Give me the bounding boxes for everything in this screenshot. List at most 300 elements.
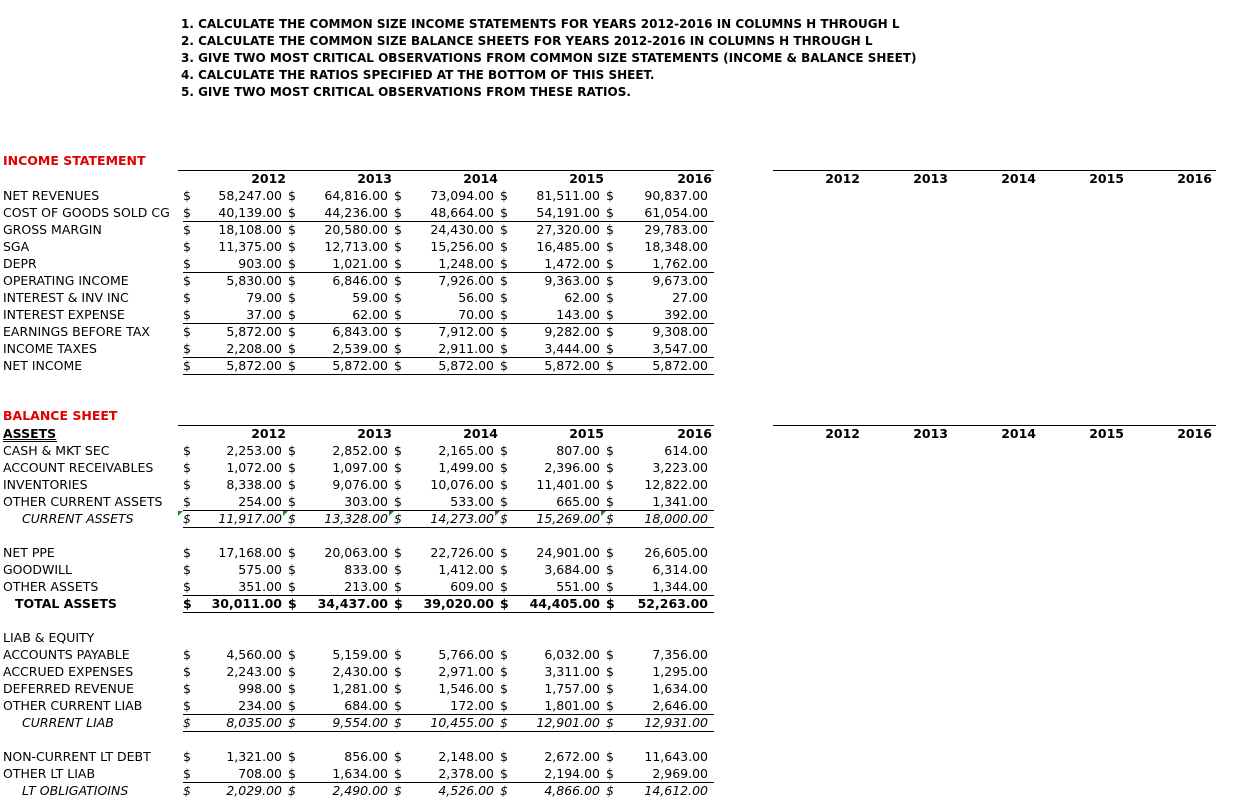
- bs-common-size-year-2013: 2013: [913, 426, 948, 441]
- currency-symbol: $: [606, 307, 614, 322]
- currency-symbol: $: [500, 545, 508, 560]
- value-cell[interactable]: [394, 442, 500, 459]
- cell-value: 9,363.00: [544, 273, 600, 288]
- instruction-3: 3. GIVE TWO MOST CRITICAL OBSERVATIONS FROM COMMON SIZE STATEMENTS (INCOME & BALANCE SHEET): [181, 51, 917, 65]
- cell-value: 14,273.00: [430, 511, 494, 526]
- cell-value: 10,455.00: [430, 715, 494, 730]
- value-cell[interactable]: [606, 357, 714, 374]
- row-label[interactable]: NET INCOME: [3, 358, 83, 373]
- currency-symbol: $: [606, 324, 614, 339]
- value-cell[interactable]: [500, 255, 606, 272]
- value-cell[interactable]: [606, 697, 714, 714]
- cell-value: 143.00: [556, 307, 600, 322]
- bs-year-2015: 2015: [569, 426, 604, 441]
- currency-symbol: $: [183, 494, 191, 509]
- value-cell[interactable]: [500, 544, 606, 561]
- row-label[interactable]: CASH & MKT SEC: [3, 443, 110, 458]
- currency-symbol: $: [183, 562, 191, 577]
- value-cell[interactable]: [606, 255, 714, 272]
- value-cell[interactable]: [183, 765, 288, 782]
- value-cell[interactable]: [288, 595, 394, 612]
- currency-symbol: $: [606, 273, 614, 288]
- row-label[interactable]: INCOME TAXES: [3, 341, 97, 356]
- value-cell[interactable]: [183, 697, 288, 714]
- value-cell[interactable]: [606, 459, 714, 476]
- value-cell[interactable]: [500, 221, 606, 238]
- value-cell[interactable]: [394, 340, 500, 357]
- currency-symbol: $: [606, 358, 614, 373]
- value-cell[interactable]: [606, 765, 714, 782]
- cell-value: 22,726.00: [430, 545, 494, 560]
- value-cell[interactable]: [500, 714, 606, 731]
- value-cell[interactable]: [183, 714, 288, 731]
- assets-header: ASSETS: [3, 426, 57, 441]
- cell-value: 2,852.00: [332, 443, 388, 458]
- currency-symbol: $: [288, 307, 296, 322]
- cell-value: 64,816.00: [324, 188, 388, 203]
- currency-symbol: $: [606, 596, 615, 611]
- currency-symbol: $: [500, 222, 508, 237]
- is-year-2012: 2012: [251, 171, 286, 186]
- currency-symbol: $: [288, 222, 296, 237]
- cell-value: 3,311.00: [544, 664, 600, 679]
- cell-value: 9,554.00: [332, 715, 388, 730]
- value-cell[interactable]: [606, 578, 714, 595]
- value-cell[interactable]: [394, 595, 500, 612]
- value-cell[interactable]: [394, 714, 500, 731]
- value-cell[interactable]: [183, 357, 288, 374]
- value-cell[interactable]: [288, 697, 394, 714]
- cell-value: 1,072.00: [226, 460, 282, 475]
- cell-value: 533.00: [450, 494, 494, 509]
- value-cell[interactable]: [183, 255, 288, 272]
- currency-symbol: $: [394, 664, 402, 679]
- currency-symbol: $: [394, 596, 403, 611]
- value-cell[interactable]: [500, 289, 606, 306]
- currency-symbol: $: [606, 460, 614, 475]
- value-cell[interactable]: [394, 476, 500, 493]
- currency-symbol: $: [606, 511, 614, 526]
- row-label[interactable]: OTHER LT LIAB: [3, 766, 96, 781]
- value-cell[interactable]: [288, 204, 394, 221]
- cell-value: 12,931.00: [644, 715, 708, 730]
- value-cell[interactable]: [183, 323, 288, 340]
- cell-value: 39,020.00: [423, 596, 494, 611]
- cell-value: 56.00: [458, 290, 494, 305]
- value-cell[interactable]: [183, 459, 288, 476]
- value-cell[interactable]: [500, 663, 606, 680]
- value-cell[interactable]: [394, 187, 500, 204]
- currency-symbol: $: [500, 443, 508, 458]
- cell-value: 1,295.00: [652, 664, 708, 679]
- cell-value: 70.00: [458, 307, 494, 322]
- row-label[interactable]: INVENTORIES: [3, 477, 88, 492]
- cell-value: 44,405.00: [529, 596, 600, 611]
- value-cell[interactable]: [500, 748, 606, 765]
- value-cell[interactable]: [606, 544, 714, 561]
- currency-symbol: $: [183, 681, 191, 696]
- row-label[interactable]: DEPR: [3, 256, 37, 271]
- value-cell[interactable]: [500, 765, 606, 782]
- value-cell[interactable]: [394, 748, 500, 765]
- value-cell[interactable]: [394, 578, 500, 595]
- value-cell[interactable]: [183, 306, 288, 323]
- value-cell[interactable]: [183, 340, 288, 357]
- cell-value: 13,328.00: [324, 511, 388, 526]
- cell-value: 1,248.00: [438, 256, 494, 271]
- is-common-size-year-2014: 2014: [1001, 171, 1036, 186]
- value-cell[interactable]: [500, 340, 606, 357]
- value-cell[interactable]: [500, 459, 606, 476]
- cell-value: 73,094.00: [430, 188, 494, 203]
- cell-value: 684.00: [344, 698, 388, 713]
- cell-value: 1,321.00: [226, 749, 282, 764]
- value-cell[interactable]: [183, 221, 288, 238]
- value-cell[interactable]: [606, 221, 714, 238]
- value-cell[interactable]: [606, 187, 714, 204]
- currency-symbol: $: [500, 205, 508, 220]
- value-cell[interactable]: [394, 510, 500, 527]
- value-cell[interactable]: [606, 238, 714, 255]
- value-cell[interactable]: [288, 544, 394, 561]
- value-cell[interactable]: [606, 561, 714, 578]
- row-label[interactable]: ACCRUED EXPENSES: [3, 664, 134, 679]
- row-label[interactable]: GOODWILL: [3, 562, 72, 577]
- value-cell[interactable]: [500, 187, 606, 204]
- cell-value: 10,076.00: [430, 477, 494, 492]
- value-cell[interactable]: [606, 493, 714, 510]
- cell-value: 2,396.00: [544, 460, 600, 475]
- cell-value: 2,971.00: [438, 664, 494, 679]
- value-cell[interactable]: [288, 272, 394, 289]
- currency-symbol: $: [183, 715, 191, 730]
- value-cell[interactable]: [288, 476, 394, 493]
- cell-value: 61,054.00: [644, 205, 708, 220]
- currency-symbol: $: [394, 222, 402, 237]
- value-cell[interactable]: [183, 748, 288, 765]
- currency-symbol: $: [606, 494, 614, 509]
- value-cell[interactable]: [288, 782, 394, 799]
- value-cell[interactable]: [606, 323, 714, 340]
- row-label[interactable]: CURRENT ASSETS: [22, 511, 134, 526]
- cell-value: 7,912.00: [438, 324, 494, 339]
- currency-symbol: $: [606, 664, 614, 679]
- value-cell[interactable]: [288, 765, 394, 782]
- value-cell[interactable]: [183, 646, 288, 663]
- value-cell[interactable]: [288, 578, 394, 595]
- value-cell[interactable]: [394, 221, 500, 238]
- value-cell[interactable]: [183, 204, 288, 221]
- instruction-5: 5. GIVE TWO MOST CRITICAL OBSERVATIONS FROM THESE RATIOS.: [181, 85, 631, 99]
- currency-symbol: $: [288, 783, 296, 798]
- value-cell[interactable]: [394, 459, 500, 476]
- row-label[interactable]: INTEREST & INV INC: [3, 290, 129, 305]
- cell-value: 2,243.00: [226, 664, 282, 679]
- cell-value: 62.00: [352, 307, 388, 322]
- currency-symbol: $: [606, 205, 614, 220]
- value-cell[interactable]: [183, 442, 288, 459]
- value-cell[interactable]: [183, 238, 288, 255]
- row-label[interactable]: COST OF GOODS SOLD CG: [3, 205, 170, 220]
- value-cell[interactable]: [500, 323, 606, 340]
- value-cell[interactable]: [500, 697, 606, 714]
- value-cell[interactable]: [606, 272, 714, 289]
- row-label[interactable]: NET REVENUES: [3, 188, 100, 203]
- value-cell[interactable]: [183, 782, 288, 799]
- value-cell[interactable]: [394, 561, 500, 578]
- currency-symbol: $: [288, 579, 296, 594]
- currency-symbol: $: [288, 545, 296, 560]
- cell-value: 3,547.00: [652, 341, 708, 356]
- currency-symbol: $: [183, 358, 191, 373]
- value-cell[interactable]: [500, 238, 606, 255]
- is-common-size-year-2013: 2013: [913, 171, 948, 186]
- value-cell[interactable]: [606, 306, 714, 323]
- cell-value: 6,032.00: [544, 647, 600, 662]
- currency-symbol: $: [288, 647, 296, 662]
- currency-symbol: $: [394, 443, 402, 458]
- value-cell[interactable]: [606, 510, 714, 527]
- currency-symbol: $: [288, 698, 296, 713]
- value-cell[interactable]: [183, 578, 288, 595]
- row-label[interactable]: OTHER CURRENT ASSETS: [3, 494, 163, 509]
- value-cell[interactable]: [394, 680, 500, 697]
- currency-symbol: $: [183, 273, 191, 288]
- value-cell[interactable]: [288, 221, 394, 238]
- value-cell[interactable]: [288, 255, 394, 272]
- value-cell[interactable]: [183, 493, 288, 510]
- error-indicator-icon: [178, 511, 183, 516]
- value-cell[interactable]: [606, 289, 714, 306]
- cell-value: 18,000.00: [644, 511, 708, 526]
- value-cell[interactable]: [500, 493, 606, 510]
- value-cell[interactable]: [288, 323, 394, 340]
- cell-value: 44,236.00: [324, 205, 388, 220]
- value-cell[interactable]: [500, 272, 606, 289]
- value-cell[interactable]: [394, 272, 500, 289]
- row-label[interactable]: CURRENT LIAB: [22, 715, 114, 730]
- value-cell[interactable]: [394, 663, 500, 680]
- currency-symbol: $: [288, 256, 296, 271]
- value-cell[interactable]: [394, 646, 500, 663]
- value-cell[interactable]: [288, 663, 394, 680]
- value-cell[interactable]: [288, 714, 394, 731]
- currency-symbol: $: [500, 477, 508, 492]
- value-cell[interactable]: [500, 510, 606, 527]
- currency-symbol: $: [183, 698, 191, 713]
- value-cell[interactable]: [500, 442, 606, 459]
- value-cell[interactable]: [183, 510, 288, 527]
- bs-common-size-year-2014: 2014: [1001, 426, 1036, 441]
- value-cell[interactable]: [606, 714, 714, 731]
- row-label[interactable]: ACCOUNT RECEIVABLES: [3, 460, 154, 475]
- value-cell[interactable]: [288, 187, 394, 204]
- value-cell[interactable]: [288, 646, 394, 663]
- cell-value: 6,843.00: [332, 324, 388, 339]
- value-cell[interactable]: [606, 663, 714, 680]
- currency-symbol: $: [288, 324, 296, 339]
- value-cell[interactable]: [500, 578, 606, 595]
- value-cell[interactable]: [288, 289, 394, 306]
- cell-value: 2,490.00: [332, 783, 388, 798]
- value-cell[interactable]: [288, 442, 394, 459]
- currency-symbol: $: [394, 647, 402, 662]
- value-cell[interactable]: [500, 306, 606, 323]
- value-cell[interactable]: [183, 544, 288, 561]
- cell-value: 1,021.00: [332, 256, 388, 271]
- row-label[interactable]: OTHER ASSETS: [3, 579, 99, 594]
- currency-symbol: $: [606, 222, 614, 237]
- value-cell[interactable]: [288, 680, 394, 697]
- value-cell[interactable]: [394, 238, 500, 255]
- row-label[interactable]: OTHER CURRENT LIAB: [3, 698, 143, 713]
- row-label[interactable]: NON-CURRENT LT DEBT: [3, 749, 151, 764]
- cell-value: 18,348.00: [644, 239, 708, 254]
- value-cell[interactable]: [500, 782, 606, 799]
- row-label[interactable]: OPERATING INCOME: [3, 273, 129, 288]
- value-cell[interactable]: [606, 595, 714, 612]
- cell-value: 52,263.00: [637, 596, 708, 611]
- value-cell[interactable]: [183, 272, 288, 289]
- currency-symbol: $: [288, 460, 296, 475]
- value-cell[interactable]: [394, 289, 500, 306]
- cell-value: 1,472.00: [544, 256, 600, 271]
- cell-border: [178, 170, 714, 171]
- value-cell[interactable]: [606, 646, 714, 663]
- value-cell[interactable]: [183, 289, 288, 306]
- currency-symbol: $: [288, 205, 296, 220]
- value-cell[interactable]: [606, 204, 714, 221]
- value-cell[interactable]: [500, 595, 606, 612]
- currency-symbol: $: [288, 358, 296, 373]
- value-cell[interactable]: [288, 561, 394, 578]
- value-cell[interactable]: [288, 238, 394, 255]
- value-cell[interactable]: [288, 340, 394, 357]
- cell-value: 614.00: [664, 443, 708, 458]
- row-label[interactable]: TOTAL ASSETS: [15, 596, 117, 611]
- value-cell[interactable]: [394, 357, 500, 374]
- currency-symbol: $: [500, 664, 508, 679]
- cell-value: 12,901.00: [536, 715, 600, 730]
- value-cell[interactable]: [394, 493, 500, 510]
- currency-symbol: $: [183, 239, 191, 254]
- value-cell[interactable]: [394, 306, 500, 323]
- value-cell[interactable]: [183, 476, 288, 493]
- row-label[interactable]: INTEREST EXPENSE: [3, 307, 125, 322]
- currency-symbol: $: [288, 477, 296, 492]
- cell-value: 11,401.00: [536, 477, 600, 492]
- value-cell[interactable]: [394, 204, 500, 221]
- currency-symbol: $: [500, 239, 508, 254]
- value-cell[interactable]: [183, 187, 288, 204]
- cell-value: 5,872.00: [544, 358, 600, 373]
- cell-value: 5,872.00: [332, 358, 388, 373]
- is-common-size-year-2012: 2012: [825, 171, 860, 186]
- row-label[interactable]: GROSS MARGIN: [3, 222, 102, 237]
- value-cell[interactable]: [500, 646, 606, 663]
- cell-value: 1,634.00: [652, 681, 708, 696]
- row-label[interactable]: ACCOUNTS PAYABLE: [3, 647, 130, 662]
- cell-value: 8,035.00: [226, 715, 282, 730]
- value-cell[interactable]: [183, 680, 288, 697]
- value-cell[interactable]: [500, 357, 606, 374]
- value-cell[interactable]: [500, 204, 606, 221]
- currency-symbol: $: [500, 562, 508, 577]
- value-cell[interactable]: [394, 255, 500, 272]
- row-label[interactable]: EARNINGS BEFORE TAX: [3, 324, 150, 339]
- cell-value: 1,097.00: [332, 460, 388, 475]
- cell-value: 11,917.00: [218, 511, 282, 526]
- cell-value: 392.00: [664, 307, 708, 322]
- currency-symbol: $: [288, 596, 297, 611]
- row-label[interactable]: LT OBLIGATIOINS: [22, 783, 129, 798]
- cell-value: 5,872.00: [438, 358, 494, 373]
- currency-symbol: $: [394, 205, 402, 220]
- row-label[interactable]: SGA: [3, 239, 30, 254]
- value-cell[interactable]: [394, 544, 500, 561]
- cell-border: [183, 612, 714, 613]
- instruction-1: 1. CALCULATE THE COMMON SIZE INCOME STATEMENTS FOR YEARS 2012-2016 IN COLUMNS H THROUGH L: [181, 17, 900, 31]
- value-cell[interactable]: [500, 561, 606, 578]
- value-cell[interactable]: [183, 561, 288, 578]
- currency-symbol: $: [500, 307, 508, 322]
- value-cell[interactable]: [606, 340, 714, 357]
- value-cell[interactable]: [500, 476, 606, 493]
- value-cell[interactable]: [288, 493, 394, 510]
- currency-symbol: $: [606, 256, 614, 271]
- value-cell[interactable]: [183, 595, 288, 612]
- value-cell[interactable]: [606, 680, 714, 697]
- value-cell[interactable]: [394, 765, 500, 782]
- currency-symbol: $: [183, 664, 191, 679]
- value-cell[interactable]: [394, 323, 500, 340]
- value-cell[interactable]: [606, 748, 714, 765]
- cell-value: 172.00: [450, 698, 494, 713]
- currency-symbol: $: [394, 698, 402, 713]
- cell-border: [773, 170, 1216, 171]
- cell-value: 3,444.00: [544, 341, 600, 356]
- value-cell[interactable]: [288, 510, 394, 527]
- cell-value: 2,646.00: [652, 698, 708, 713]
- value-cell[interactable]: [606, 442, 714, 459]
- value-cell[interactable]: [288, 357, 394, 374]
- cell-value: 6,314.00: [652, 562, 708, 577]
- value-cell[interactable]: [606, 476, 714, 493]
- currency-symbol: $: [606, 562, 614, 577]
- value-cell[interactable]: [394, 697, 500, 714]
- currency-symbol: $: [288, 494, 296, 509]
- row-label[interactable]: DEFERRED REVENUE: [3, 681, 134, 696]
- value-cell[interactable]: [606, 782, 714, 799]
- cell-value: 1,281.00: [332, 681, 388, 696]
- value-cell[interactable]: [183, 663, 288, 680]
- value-cell[interactable]: [500, 680, 606, 697]
- instruction-4: 4. CALCULATE THE RATIOS SPECIFIED AT THE BOTTOM OF THIS SHEET.: [181, 68, 655, 82]
- cell-value: 2,430.00: [332, 664, 388, 679]
- value-cell[interactable]: [288, 459, 394, 476]
- cell-value: 5,830.00: [226, 273, 282, 288]
- cell-value: 7,926.00: [438, 273, 494, 288]
- currency-symbol: $: [394, 579, 402, 594]
- row-label[interactable]: NET PPE: [3, 545, 55, 560]
- value-cell[interactable]: [394, 782, 500, 799]
- value-cell[interactable]: [288, 306, 394, 323]
- is-common-size-year-2015: 2015: [1089, 171, 1124, 186]
- currency-symbol: $: [288, 749, 296, 764]
- cell-value: 234.00: [238, 698, 282, 713]
- currency-symbol: $: [183, 596, 192, 611]
- value-cell[interactable]: [288, 748, 394, 765]
